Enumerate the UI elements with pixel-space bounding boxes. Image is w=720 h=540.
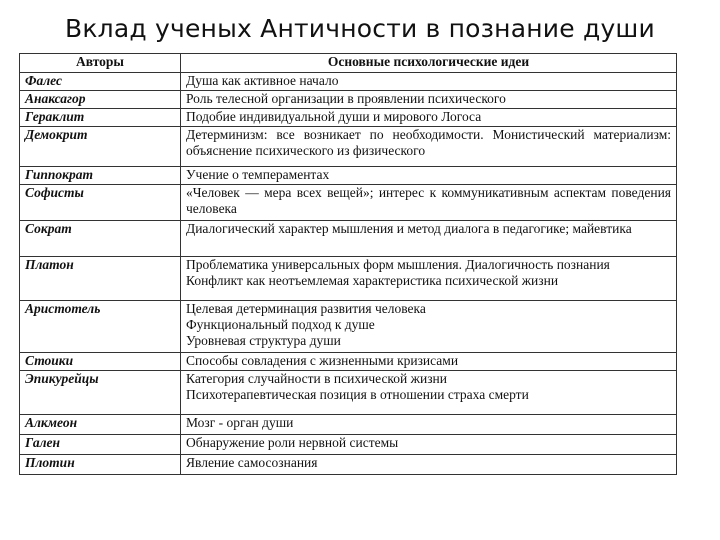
author-cell: Аристотель	[20, 301, 181, 353]
table-row	[20, 91, 677, 109]
idea-cell	[181, 221, 677, 257]
idea-text: Детерминизм: все возникает по необходимости. Монистический материализм: объяснение психического из физического	[186, 127, 671, 158]
idea-text: Обнаружение роли нервной системы	[186, 435, 399, 450]
idea-cell	[181, 73, 677, 91]
author-cell: Гален	[20, 435, 181, 455]
author-cell: Гиппократ	[20, 167, 181, 185]
table-row	[20, 73, 677, 91]
author-cell: Анаксагор	[20, 91, 181, 109]
ideas-column-header: Основные психологические идеи	[181, 54, 677, 73]
idea-text: Целевая детерминация развития человека	[186, 301, 426, 316]
idea-cell	[181, 167, 677, 185]
table-row	[20, 455, 677, 475]
author-cell: Софисты	[20, 185, 181, 221]
idea-text: Способы совладения с жизненными кризисами	[186, 353, 459, 368]
author-cell: Платон	[20, 257, 181, 301]
idea-cell	[181, 185, 677, 221]
author-cell: Эпикурейцы	[20, 371, 181, 415]
idea-cell	[181, 371, 677, 415]
table-row	[20, 167, 677, 185]
author-cell: Стоики	[20, 353, 181, 371]
idea-text: Роль телесной организации в проявлении психического	[186, 91, 506, 106]
idea-text: Диалогический характер мышления и метод диалога в педагогике; майевтика	[186, 221, 632, 236]
table-row	[20, 415, 677, 435]
idea-text: Конфликт как неотъемлемая характеристика психической жизни	[186, 273, 559, 288]
idea-text: Явление самосознания	[186, 455, 318, 470]
authors-column-header: Авторы	[20, 54, 181, 73]
idea-text: Категория случайности в психической жизни	[186, 371, 447, 386]
idea-text: «Человек — мера всех вещей»; интерес к коммуникативным аспектам поведения человека	[186, 185, 671, 216]
author-cell: Алкмеон	[20, 415, 181, 435]
idea-text: Проблематика универсальных форм мышления. Диалогичность познания	[186, 257, 610, 272]
idea-cell	[181, 455, 677, 475]
author-cell: Плотин	[20, 455, 181, 475]
table-row	[20, 435, 677, 455]
idea-cell	[181, 415, 677, 435]
table-row	[20, 221, 677, 257]
author-cell: Демокрит	[20, 127, 181, 167]
slide-title: Вклад ученых Античности в познание души	[65, 14, 655, 43]
idea-text: Мозг - орган души	[186, 415, 294, 430]
idea-cell	[181, 257, 677, 301]
table-row	[20, 353, 677, 371]
table-row	[20, 371, 677, 415]
author-cell: Сократ	[20, 221, 181, 257]
table-row	[20, 109, 677, 127]
author-cell: Фалес	[20, 73, 181, 91]
idea-text: Учение о темпераментах	[186, 167, 330, 182]
author-cell: Гераклит	[20, 109, 181, 127]
table-row	[20, 127, 677, 167]
idea-cell	[181, 127, 677, 167]
idea-text: Уровневая структура души	[186, 333, 341, 348]
idea-text: Подобие индивидуальной души и мирового Логоса	[186, 109, 482, 124]
table-header-row	[20, 54, 677, 73]
table-row	[20, 185, 677, 221]
table-row	[20, 257, 677, 301]
idea-text: Психотерапевтическая позиция в отношении страха смерти	[186, 387, 529, 402]
idea-cell	[181, 435, 677, 455]
idea-cell	[181, 91, 677, 109]
idea-cell	[181, 109, 677, 127]
psychology-ideas-table	[19, 53, 677, 475]
idea-text: Функциональный подход к душе	[186, 317, 375, 332]
table-row	[20, 301, 677, 353]
idea-cell	[181, 353, 677, 371]
idea-text: Душа как активное начало	[186, 73, 339, 88]
idea-cell	[181, 301, 677, 353]
